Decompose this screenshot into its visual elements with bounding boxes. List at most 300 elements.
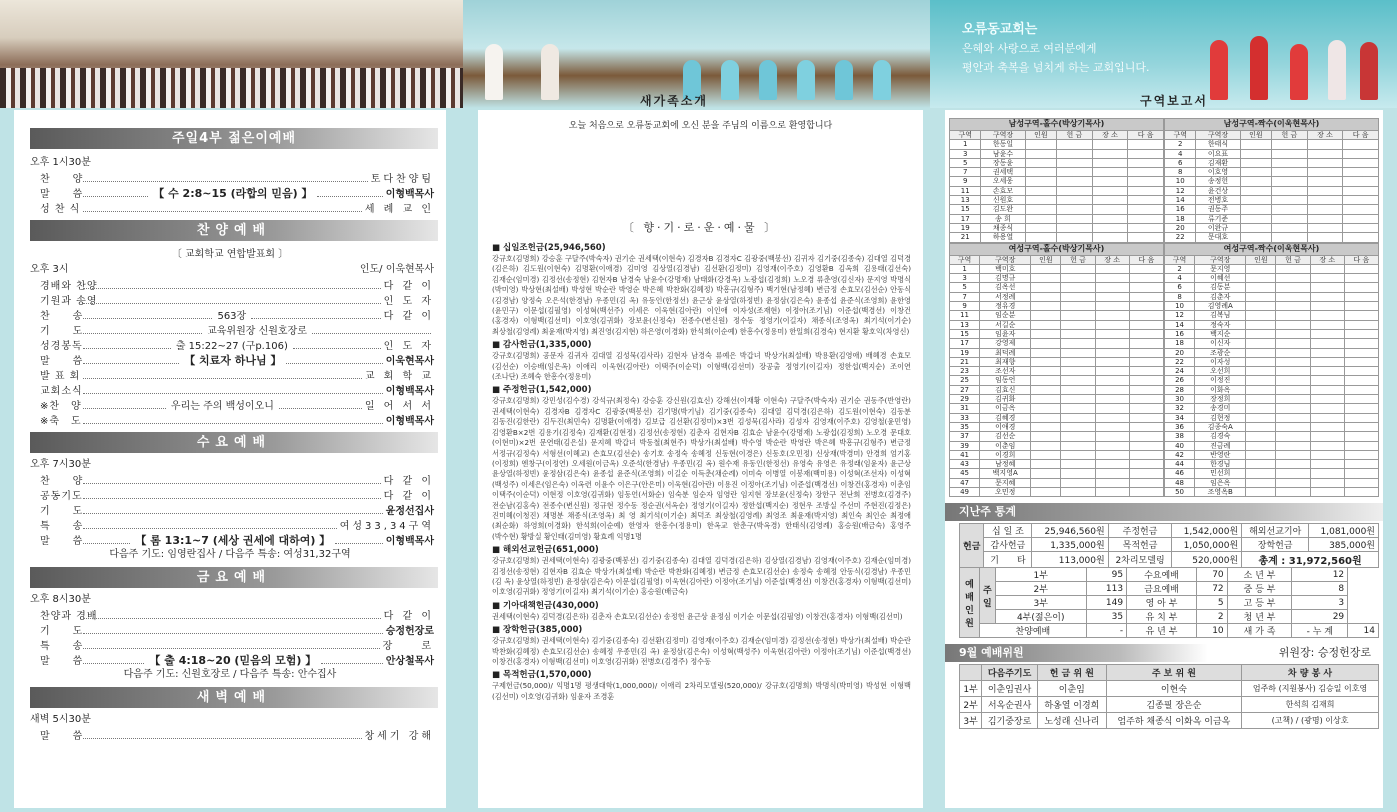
group-number: 29 [950,395,980,404]
offering-heading: ■ 주정헌금(1,542,000) [492,385,592,396]
stats-att-cell: - [1086,624,1126,638]
group-empty-cell [1031,404,1061,413]
group-empty-cell [1095,376,1129,385]
group-leader: 김옥선 [980,283,1031,292]
stats-att-row [960,624,1379,638]
group-leader: 오세웅 [981,177,1025,186]
group-number: 4 [1165,274,1195,283]
group-empty-cell [1344,264,1378,273]
stats-attendance-table [959,567,1379,638]
stats-offer-cell: 1,335,000원 [1032,538,1108,552]
group-empty-cell [1310,320,1344,329]
dot-leader [83,641,380,649]
group-empty-cell [1307,149,1343,158]
order-row [14,200,446,215]
group-empty-cell [1276,292,1310,301]
group-number: 44 [1165,460,1195,469]
order-label: 말 씀 [40,536,84,547]
group-empty-cell [1025,214,1056,223]
order-label: 찬 송 [40,311,84,322]
group-empty-cell [1031,432,1061,441]
stats-att-label: 예배인원 [960,568,980,638]
stats-offer-cell: 주정헌금 [1108,524,1172,538]
stats-att-cell: 고 등 부 [1227,596,1292,610]
group-leader: 김영례A [1195,302,1246,311]
group-leader: 민선희 [1195,469,1246,478]
group-empty-cell [1129,283,1163,292]
order-label: 찬 양 [40,476,84,487]
group-empty-cell [1095,348,1129,357]
offering-names: 구제헌금(50,000)/ 익명1명 평생대학(1,000,000)/ 이애리 2차리모델링(520,000)/ 강규호(김명희) 박명식(박미영) 박성현 이형백(김선미) 이호영(김귀화) 임윤자 조경훈 [492,681,911,701]
order-leader: 이욱현목사 [385,356,434,367]
group-empty-cell [1128,196,1164,205]
group-empty-cell [1246,339,1276,348]
group-row [950,292,1164,301]
group-number: 24 [1165,367,1195,376]
dot-leader [83,521,337,529]
group-empty-cell [1129,348,1163,357]
group-leader: 문대호 [1196,233,1240,242]
group-empty-cell [1276,376,1310,385]
group-empty-cell [1310,404,1344,413]
group-empty-cell [1240,186,1271,195]
order-leader: 인 도 자 [383,341,435,352]
group-empty-cell [1344,404,1378,413]
group-number: 9 [950,177,981,186]
group-empty-cell [1276,311,1310,320]
dot-leader [317,189,382,197]
dot-leader [321,656,382,664]
dot-leader [83,401,166,409]
dot-leader [83,326,202,334]
group-empty-cell [1246,264,1276,273]
order-leader: 일 어 서 서 [364,401,434,412]
friday-order [14,607,446,667]
dot-leader [293,341,381,349]
group-empty-cell [1344,367,1378,376]
stats-offer-cell: 2차리모델링 [1108,552,1172,568]
section-title-wednesday: 수요예배 [30,432,438,453]
stats-att-cell: 유 치 부 [1127,610,1197,624]
offering-title: 〔 향·기·로·운·예·물 〕 [622,221,779,234]
order-leader: 안상철목사 [385,656,434,667]
group-empty-cell [1276,274,1310,283]
table-male-odd [949,118,1164,243]
group-empty-cell [1095,422,1129,431]
group-number: 15 [950,205,981,214]
group-empty-cell [1061,302,1095,311]
dot-leader [335,536,382,544]
group-number: 49 [950,487,980,496]
group-row [1165,302,1379,311]
group-row [950,376,1164,385]
group-empty-cell [1061,329,1095,338]
group-empty-cell [1092,149,1128,158]
group-col-header: 구역장 [1196,131,1240,140]
group-empty-cell [1276,329,1310,338]
group-title-row [950,243,1164,255]
group-empty-cell [1025,223,1056,232]
section-title-dawn: 새벽예배 [30,687,438,708]
group-empty-cell [1246,385,1276,394]
group-empty-cell [1061,385,1095,394]
committee-row [960,697,1379,713]
group-empty-cell [1031,478,1061,487]
worship4-time: 오후 1시30분 [30,157,91,168]
group-number: 30 [1165,395,1195,404]
group-leader: 이춘임 [980,441,1031,450]
committee-cell: 노성래 신나리 [1037,713,1106,729]
group-empty-cell [1276,478,1310,487]
group-empty-cell [1246,432,1276,441]
order-label: 공동기도 [40,491,83,502]
group-empty-cell [1310,422,1344,431]
group-empty-cell [1057,214,1093,223]
group-empty-cell [1246,478,1276,487]
group-row [950,432,1164,441]
group-number: 32 [1165,404,1195,413]
order-detail: 우리는 주의 백성이오니 [170,401,274,412]
group-row [950,158,1164,167]
group-title: 남성구역-홀수(박상기목사) [950,119,1164,131]
group-empty-cell [1095,302,1129,311]
group-empty-cell [1025,177,1056,186]
group-title-row [1165,243,1379,255]
stats-att-cell: 10 [1196,624,1227,638]
group-leader: 신원호 [981,196,1025,205]
group-number: 16 [1165,205,1196,214]
group-empty-cell [1129,376,1163,385]
friday-next: 다음주 기도: 신원호장로 / 다음주 특송: 안수집사 [123,669,337,680]
group-number: 34 [1165,413,1195,422]
group-leader: 서길순 [980,320,1031,329]
group-leader: 류기준 [1196,214,1240,223]
group-empty-cell [1344,292,1378,301]
group-empty-cell [1272,140,1308,149]
group-empty-cell [1344,302,1378,311]
dot-leader [279,401,362,409]
group-empty-cell [1246,404,1276,413]
committee-cell: (고책) / (광명) 이상호 [1242,713,1379,729]
praise-order [14,277,446,427]
group-empty-cell [1061,432,1095,441]
offering-names: 강규호(김명희) 강민성(김수경) 강석규(최정숙) 강승훈 강신원(김효신) 강해선(이재황 이현숙) 구달주(박숙자) 권기순 권동주(반영란) 권세택(이현숙) 김경자B 김경자C 김광중(백봉선) 김기명(박기님) 김기중(김종숙) 김대열 김덕경(김은하) 김도원(이현숙) 김동분 김동진(김한란) 김두진(최민숙) 김명환(이애경) 김보급 김선환(김정미)×3번 김성묵(김사라) 김성자 김영재(이주호) 김영철(윤민영) 김영환B×2번 김용기(김정숙) 김재환(김현정) 김정선(송정현) 김춘자 김현자B 김효순 남윤수(강명재) 노광섭(김정희) 노오경 문대호(이현미)×2번 문연태(김은실) 문지혜 박갑녀 박동철(최현주) 박상가(최설배) 박수영 박순란 박영란 박은혜 박흥규(김형주) 변금정 서정규(김정숙) 서형선(이혜교) 손효모(김선순) 송기호 송정숙 송혜정 신동현(이경은) 신동호(오민정) 신상재(박경미) 안경희 엄기홍(이정희) 엔창구(이정연) 오세원(이금옥) 오준석(한경남) 우종민(김 옥) 원수재 유동인(한정선) 유영숙 유영은 유정래(임윤자) 윤근상 윤상열(하정빈) 윤정삼(김은숙) 윤종섭 윤준식(조영희) 이길순 이득춘(채순례) 이미숙 이병열 이봉재(백미용) 이성혁(조선자) 이성혁(백성주) 이세은(임은숙) 이옥련 이윤수 이은구(안은미) 이욱현(김아란) 이용진 이정아(조기님) 이준섭(백경선) 이창건(홍경자) 이춘임 이택주(이순덕) 이현정 이호영(김귀화) 임동언(서화순) 임숙분 임순자 임영란 임지현 장보윤(신정숙) 장한구 전난희 전병호(김경주) 전순남(김홍숙) 전종수(변신원) 정규현 정수동 정순권(서옥순) 정영기(이길자) 정한섭(백지순) 정현우 조방실 주선미 주현진(김정은) 진미혜(이청진) 채명분 채종식(조영옥) 최 영 최기석(이기순) 최덕조 최상철(김영례) 최영조 최윤재(박지영) 최인숙 최인순 최정애(최순화) 하영희(이경화) 한석희(이순예) 한영자 한흥수(정용미) 한옥교 한춘구(박옥경) 한태식(김영례) 홍승원(배금숙) 홍영주(박수현) 황방실 황인태(김미영) 황효례 익명1명 [492,396,911,541]
group-empty-cell [1128,149,1164,158]
dot-leader [83,296,381,304]
group-empty-cell [1240,149,1271,158]
dot-leader [251,311,380,319]
stats-att-cell: 영 아 부 [1127,596,1197,610]
group-number: 16 [1165,329,1195,338]
order-label: 성경봉독 [40,341,83,352]
committee-title: 9월 예배위원 [959,646,1024,660]
group-empty-cell [1025,205,1056,214]
group-row [950,404,1164,413]
stats-offer-cell: 해외선교기아 [1242,524,1309,538]
group-empty-cell [1129,357,1163,366]
group-leader: 남윤수 [981,149,1025,158]
group-empty-cell [1276,413,1310,422]
group-col-header: 장 소 [1092,131,1128,140]
stats-att-cell: 유 년 부 [1127,624,1197,638]
group-empty-cell [1246,422,1276,431]
group-number: 14 [1165,196,1196,205]
group-row [1165,432,1379,441]
stats-offer-row [960,538,1379,552]
order-leader: 다 같 이 [383,311,434,322]
group-empty-cell [1061,441,1095,450]
group-col-header: 인원 [1025,131,1056,140]
group-number: 21 [950,233,981,242]
group-empty-cell [1031,339,1061,348]
order-label: 특 송 [40,641,84,652]
group-empty-cell [1129,264,1163,273]
order-label: 경배와 찬양 [40,281,98,292]
order-leader: 이형백목사 [385,386,434,397]
group-row [1165,274,1379,283]
group-leader: 한동일 [981,140,1025,149]
stats-offer-cell: 감사헌금 [984,538,1032,552]
group-number: 4 [1165,149,1196,158]
group-empty-cell [1025,149,1056,158]
group-empty-cell [1129,385,1163,394]
stats-week-label: 주일 [980,568,996,624]
committee-row [960,713,1379,729]
banner-district-report: 구역보고서 [1140,94,1208,108]
committee-col-header: 차 량 봉 사 [1242,665,1379,681]
group-leader: 오선희 [1195,367,1246,376]
group-row [950,395,1164,404]
group-empty-cell [1061,487,1095,496]
group-number: 47 [950,478,980,487]
group-row [1165,214,1379,223]
order-leader: 이형백목사 [385,536,434,547]
stats-att-cell: 찬양예배 [980,624,1087,638]
table-female-even [1164,243,1379,498]
order-row [14,622,446,637]
group-row [950,140,1164,149]
group-number: 14 [1165,320,1195,329]
group-row [1165,311,1379,320]
group-leader: 반영란 [1195,450,1246,459]
group-number: 5 [950,283,980,292]
order-row [14,337,446,352]
order-row [14,367,446,382]
offering-names: 권세택(이현숙) 김덕경(김은하) 김춘자 손효모(김선순) 송정헌 윤근상 윤정심 이기순 이문섭(김필영) 이창건(홍경자) 이형백(김선미) [492,611,903,621]
order-detail: 교육위원장 신원호장로 [207,326,307,337]
dot-leader [83,626,383,634]
worship-order-panel [14,110,446,808]
group-leader: 최재향 [980,357,1031,366]
group-number: 12 [1165,311,1195,320]
order-label: 발 표 회 [40,371,81,382]
group-empty-cell [1310,302,1344,311]
group-row [950,487,1164,496]
group-empty-cell [1343,223,1379,232]
order-leader: 인 도 자 [383,296,434,307]
table-female-odd [949,243,1164,498]
group-title: 여성구역-짝수(이욱현목사) [1165,243,1379,255]
stats-att-cell: 72 [1196,582,1227,596]
order-label: 성 찬 식 [40,204,81,215]
group-empty-cell [1129,320,1163,329]
group-leader: 백지순 [1195,329,1246,338]
stats-offer-cell: 25,946,560원 [1032,524,1108,538]
group-empty-cell [1246,460,1276,469]
group-number: 42 [1165,450,1195,459]
stats-offer-cell: 1,081,000원 [1309,524,1379,538]
dot-leader [83,189,148,197]
group-empty-cell [1061,339,1095,348]
dot-leader [83,174,368,182]
stats-att-cell: 70 [1196,568,1227,582]
group-empty-cell [1343,140,1379,149]
group-leader: 이화옥 [1195,385,1246,394]
group-col-header: 구역 [950,131,981,140]
group-empty-cell [1310,450,1344,459]
order-label: ※축 도 [40,416,82,427]
group-empty-cell [1344,329,1378,338]
group-number: 18 [1165,214,1196,223]
group-empty-cell [1061,422,1095,431]
group-empty-cell [1031,292,1061,301]
stats-att-cell: 12 [1292,568,1348,582]
order-label: 말 씀 [40,189,84,200]
group-empty-cell [1343,233,1379,242]
group-empty-cell [1240,177,1271,186]
group-empty-cell [1310,460,1344,469]
order-leader: 장 로 [382,641,434,652]
group-empty-cell [1310,283,1344,292]
group-empty-cell [1025,168,1056,177]
banner-new-family: 새가족소개 [640,94,708,108]
male-groups [949,118,1379,243]
group-leader: 이신자 [1195,339,1246,348]
group-empty-cell [1095,339,1129,348]
group-empty-cell [1246,302,1276,311]
group-empty-cell [1344,283,1378,292]
group-empty-cell [1031,413,1061,422]
group-leader: 김경숙 [1195,432,1246,441]
dot-leader [83,731,362,739]
group-empty-cell [1276,450,1310,459]
group-leader: 하용열 [981,233,1025,242]
group-empty-cell [1128,186,1164,195]
group-leader: 오민정 [980,487,1031,496]
group-leader: 김재환 [1196,158,1240,167]
group-row [1165,469,1379,478]
offering-heading: ■ 장학헌금(385,000) [492,625,583,636]
welcome-text: 오늘 처음으로 오류동교회에 오신 분을 주님의 이름으로 환영합니다 [568,121,833,131]
group-row [950,302,1164,311]
group-empty-cell [1310,487,1344,496]
group-empty-cell [1092,223,1128,232]
group-empty-cell [1276,404,1310,413]
group-number: 11 [950,311,980,320]
group-col-header: 구역장 [980,255,1031,264]
group-leader: 이혜선 [1195,274,1246,283]
stats-offer-cell: 목적헌금 [1108,538,1172,552]
order-detail: 【 수 2:8~15 (라합의 믿음) 】 [153,186,313,200]
group-row [950,283,1164,292]
order-leader: 다 같 이 [383,491,434,502]
group-empty-cell [1240,223,1271,232]
group-empty-cell [1246,376,1276,385]
group-row [950,233,1164,242]
group-empty-cell [1276,395,1310,404]
group-leader: 윤건상 [1196,186,1240,195]
group-number: 5 [950,158,981,167]
group-empty-cell [1095,311,1129,320]
group-empty-cell [1310,395,1344,404]
group-empty-cell [1276,348,1310,357]
order-detail: 【 치료자 하나님 】 [184,353,282,367]
group-number: 31 [950,404,980,413]
group-empty-cell [1061,413,1095,422]
group-empty-cell [1310,274,1344,283]
group-number: 8 [1165,292,1195,301]
group-empty-cell [1095,329,1129,338]
group-empty-cell [1129,395,1163,404]
group-row [950,441,1164,450]
group-number: 19 [950,223,981,232]
committee-cell: 이현숙 [1106,681,1241,697]
group-empty-cell [1092,140,1128,149]
dot-leader [83,611,381,619]
dot-leader [83,416,383,424]
group-leader: 권세택 [981,168,1025,177]
group-leader: 진금례 [1195,441,1246,450]
praise-guide: 인도/ 이욱현목사 [359,264,434,275]
group-leader: 최덕례 [980,348,1031,357]
group-leader: 이호영 [1196,168,1240,177]
group-row [950,205,1164,214]
stats-offer-cell: 1,050,000원 [1172,538,1242,552]
district-report-panel [945,110,1383,808]
group-row [1165,168,1379,177]
group-empty-cell [1095,357,1129,366]
dot-leader [83,281,381,289]
order-label: 기 도 [40,326,84,337]
group-row [950,348,1164,357]
group-empty-cell [1276,460,1310,469]
group-empty-cell [1095,441,1129,450]
group-row [950,223,1164,232]
committee-cell: 하옹열 이경희 [1037,697,1106,713]
group-empty-cell [1344,478,1378,487]
committee-chief: 위원장: 승정헌장로 [1278,646,1371,660]
group-leader: 백지영A [980,469,1031,478]
group-empty-cell [1307,140,1343,149]
group-empty-cell [1343,149,1379,158]
group-empty-cell [1343,158,1379,167]
group-number: 36 [1165,422,1195,431]
committee-col-header [960,665,982,681]
group-col-header: 장 소 [1307,131,1343,140]
committee-header-row [960,665,1379,681]
committee-cell: 김기중장로 [982,713,1038,729]
dot-leader [83,341,171,349]
group-row [950,367,1164,376]
group-empty-cell [1095,413,1129,422]
group-col-header: 인원 [1031,255,1061,264]
order-leader: 교 회 학 교 [364,371,434,382]
group-leader: 서정례 [980,292,1031,301]
stats-att-cell: 수요예배 [1127,568,1197,582]
group-leader: 손효모 [981,186,1025,195]
order-row [14,322,446,337]
group-empty-cell [1310,292,1344,301]
